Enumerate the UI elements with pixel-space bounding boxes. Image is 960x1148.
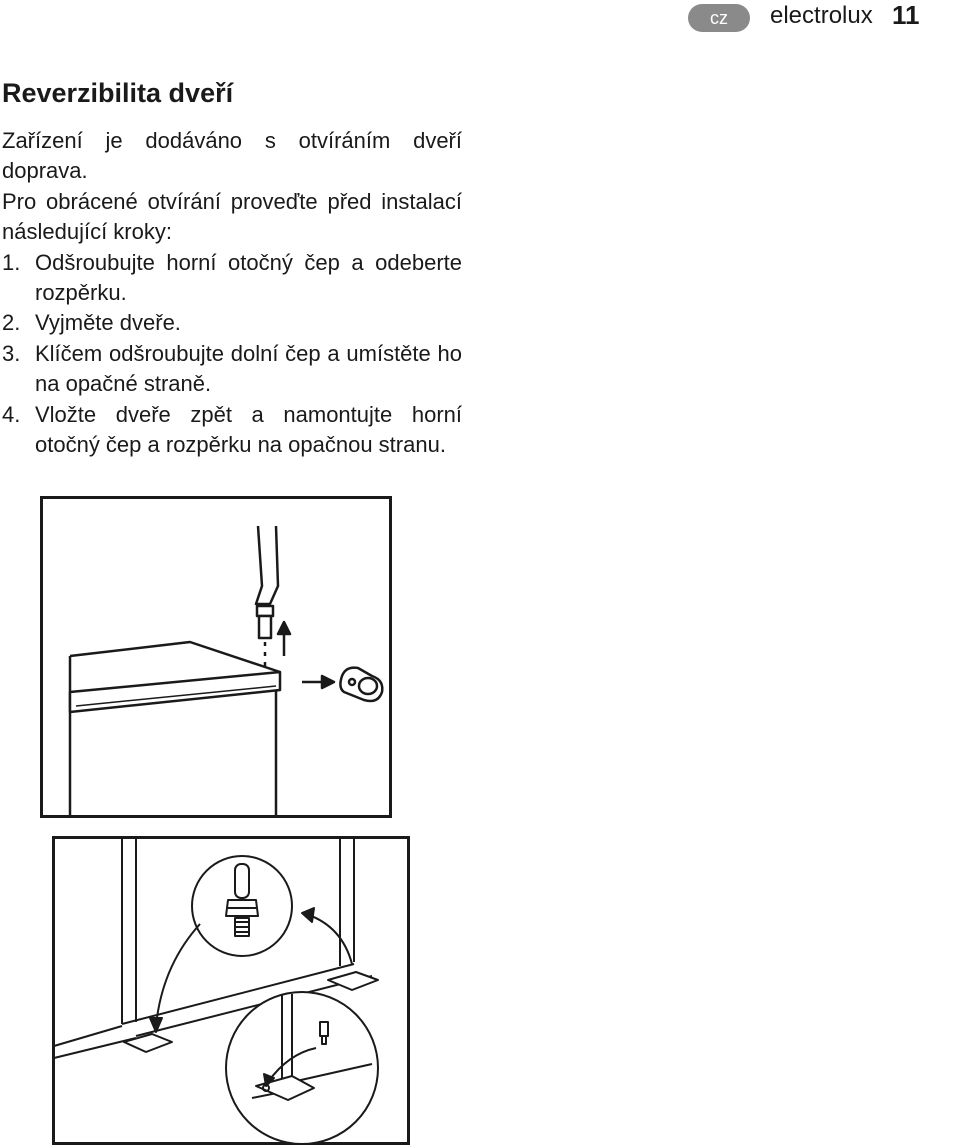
section-title: Reverzibilita dveří	[2, 78, 234, 108]
step-text: Klíčem odšroubujte dolní čep a umístěte ho na opačné straně.	[35, 340, 462, 397]
step-number: 2.	[2, 310, 21, 336]
upper-hinge-illustration	[40, 496, 400, 820]
intro-paragraph: Zařízení je dodáváno s otvíráním dveří doprava.	[2, 128, 462, 184]
step-item	[2, 339, 462, 400]
lower-hinge-illustration	[52, 836, 412, 1146]
step-text: Vložte dveře zpět a namontujte horní otočný čep a rozpěrku na opačnou stranu.	[35, 401, 462, 458]
step-item	[2, 308, 462, 338]
instruction-paragraph: Pro obrácené otvírání proveďte před instalací následující kroky:	[2, 188, 462, 245]
step-number: 1.	[2, 249, 21, 275]
figure-frame	[42, 498, 391, 817]
step-text: Odšroubujte horní otočný čep a odeberte rozpěrku.	[35, 249, 462, 306]
language-badge: cz	[688, 4, 750, 32]
step-number: 3.	[2, 340, 21, 366]
step-item	[2, 248, 462, 309]
step-number: 4.	[2, 401, 21, 427]
step-item	[2, 400, 462, 461]
page-header	[660, 0, 960, 34]
step-text: Vyjměte dveře.	[35, 310, 181, 336]
brand-name: electrolux	[770, 2, 873, 29]
section-body	[2, 126, 462, 460]
page-number: 11	[892, 0, 920, 30]
